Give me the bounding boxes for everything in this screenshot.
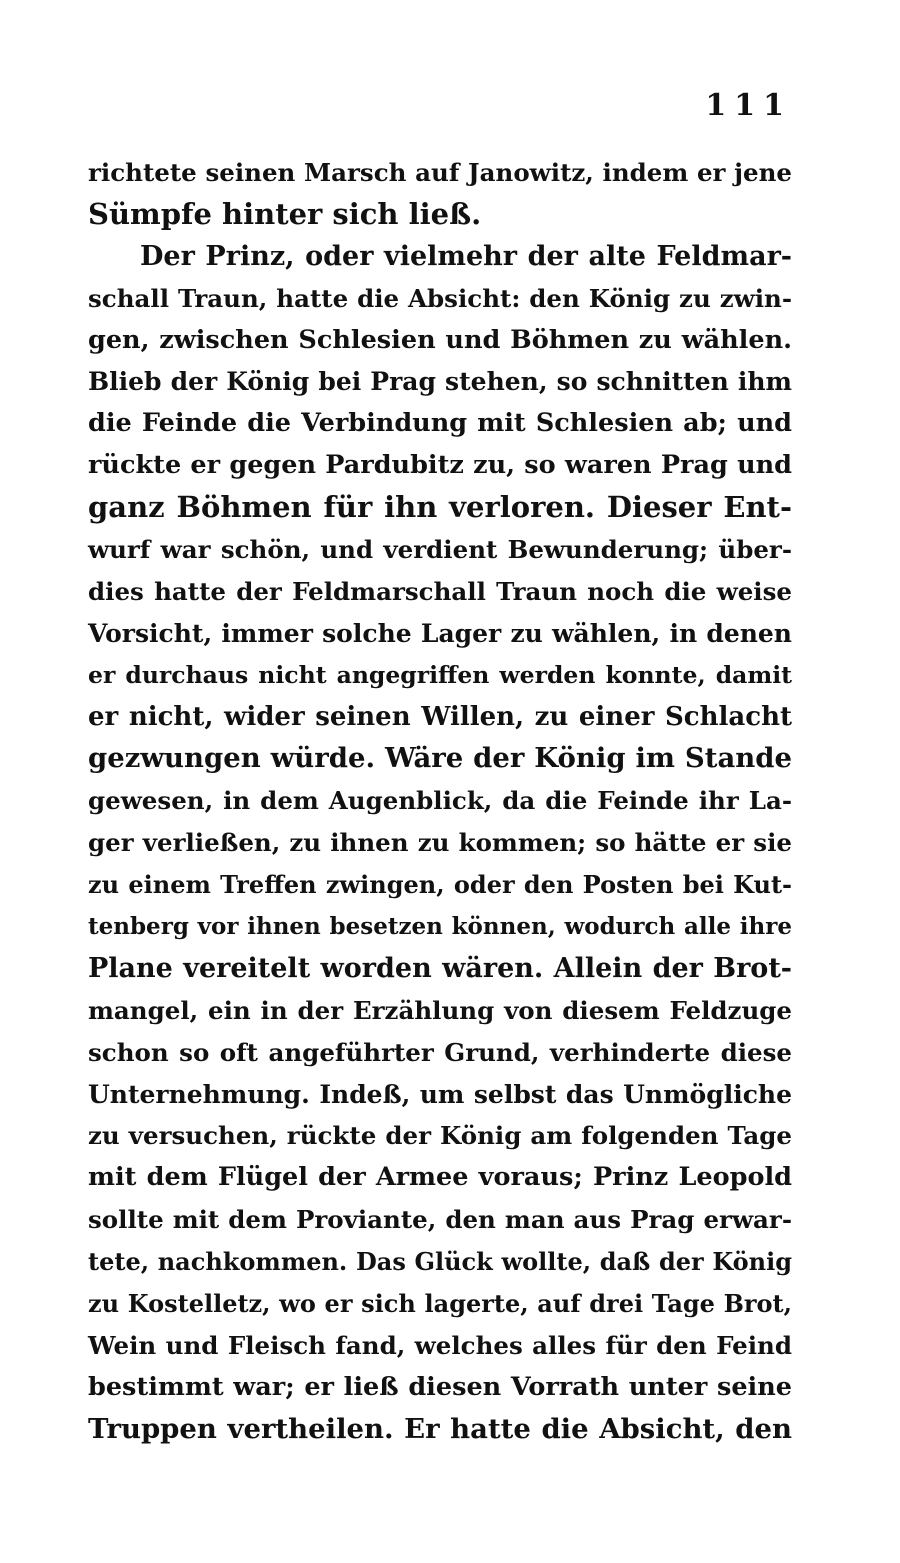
- text-line-21: mangel, ein in der Erzählung von diesem Feldzuge: [88, 995, 792, 1025]
- text-line-25: mit dem Flügel der Armee voraus; Prinz Leopold: [88, 1162, 792, 1193]
- text-line-20: Plane vereitelt worden wären. Allein der Brot-: [88, 952, 792, 984]
- text-line-12: Vorsicht, immer solche Lager zu wählen, in denen: [88, 618, 792, 648]
- text-line-18: zu einem Treffen zwingen, oder den Posten bei Kut-: [88, 870, 792, 900]
- text-line-6: Blieb der König bei Prag stehen, so schnitten ihm: [88, 367, 792, 397]
- text-line-24: zu versuchen, rückte der König am folgenden Tage: [88, 1121, 792, 1151]
- text-line-17: ger verließen, zu ihnen zu kommen; so hätte er sie: [88, 828, 792, 858]
- text-line-26: sollte mit dem Proviante, den man aus Prag erwar-: [88, 1205, 792, 1235]
- text-line-3: Der Prinz, oder vielmehr der alte Feldmar-: [140, 240, 792, 272]
- text-line-2: Sümpfe hinter sich ließ.: [88, 196, 482, 231]
- text-line-19: tenberg vor ihnen besetzen können, wodurch alle ihre: [88, 913, 792, 941]
- text-line-31: Truppen vertheilen. Er hatte die Absicht, den: [88, 1412, 792, 1445]
- text-line-5: gen, zwischen Schlesien und Böhmen zu wählen.: [88, 324, 792, 355]
- text-line-22: schon so oft angeführter Grund, verhinderte diese: [88, 1037, 792, 1067]
- text-line-4: schall Traun, hatte die Absicht: den König zu zwin-: [88, 283, 792, 313]
- text-line-30: bestimmt war; er ließ diesen Vorrath unter seine: [88, 1371, 792, 1402]
- text-line-11: dies hatte der Feldmarschall Traun noch die weise: [88, 576, 792, 606]
- page-number: 111: [705, 88, 792, 123]
- text-line-13: er durchaus nicht angegriffen werden konnte, damit: [88, 660, 792, 689]
- text-line-7: die Feinde die Verbindung mit Schlesien ab; und: [88, 408, 792, 439]
- text-line-16: gewesen, in dem Augenblick, da die Feinde ihr La-: [88, 786, 792, 816]
- text-line-1: richtete seinen Marsch auf Janowitz, indem er jene: [88, 158, 792, 187]
- text-line-15: gezwungen würde. Wäre der König im Stande: [88, 742, 792, 775]
- text-line-27: tete, nachkommen. Das Glück wollte, daß der König: [88, 1247, 792, 1277]
- text-line-9: ganz Böhmen für ihn verloren. Dieser Ent-: [88, 490, 792, 525]
- text-line-28: zu Kostelletz, wo er sich lagerte, auf drei Tage Brot,: [88, 1289, 792, 1319]
- text-line-14: er nicht, wider seinen Willen, zu einer Schlacht: [88, 701, 792, 732]
- text-line-8: rückte er gegen Pardubitz zu, so waren Prag und: [88, 450, 792, 481]
- text-line-10: wurf war schön, und verdient Bewunderung; über-: [88, 535, 792, 565]
- text-line-29: Wein und Fleisch fand, welches alles für den Feind: [88, 1330, 792, 1360]
- text-line-23: Unternehmung. Indeß, um selbst das Unmögliche: [88, 1079, 792, 1109]
- body-text: [88, 152, 792, 1451]
